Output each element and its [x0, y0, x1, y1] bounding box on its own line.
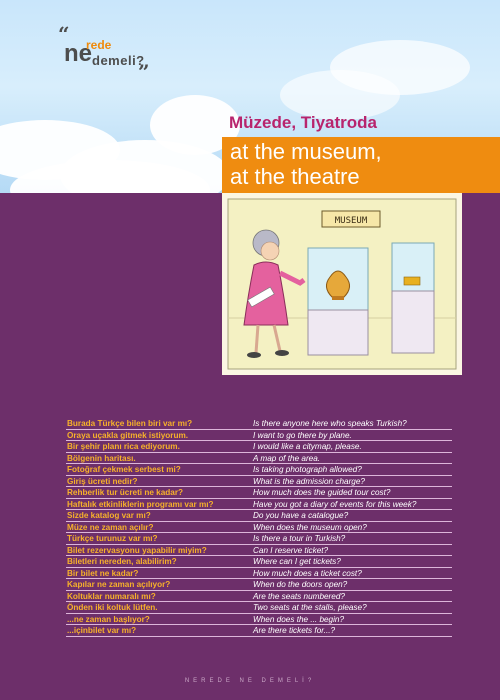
phrase-turkish: Rehberlik tur ücreti ne kadar?: [67, 488, 184, 497]
phrase-english: When do the doors open?: [253, 580, 348, 589]
phrase-row: [66, 614, 452, 626]
phrase-turkish: ...içinbilet var mı?: [67, 626, 137, 635]
phrase-row: [66, 453, 452, 465]
phrase-row: [66, 418, 452, 430]
phrase-row: [66, 430, 452, 442]
phrase-turkish: Bir şehir planı rica ediyorum.: [67, 442, 180, 451]
logo-close-quote: ”: [138, 60, 150, 84]
museum-drawing: [222, 193, 462, 375]
phrase-turkish: Bir bilet ne kadar?: [67, 568, 139, 578]
museum-sign: MUSEUM: [334, 216, 368, 226]
phrase-english: Where can I get tickets?: [253, 557, 341, 566]
title-turkish: Müzede, Tiyatroda: [229, 113, 377, 132]
phrase-turkish: ...ne zaman başlıyor?: [67, 614, 150, 624]
phrase-row: [66, 533, 452, 545]
phrase-english: When does the ... begin?: [253, 614, 345, 624]
phrase-english: When does the museum open?: [253, 522, 367, 532]
phrase-english: I want to go there by plane.: [253, 430, 352, 440]
phrase-row: [66, 464, 452, 476]
phrase-row: [66, 568, 452, 580]
phrase-english: I would like a citymap, please.: [253, 442, 362, 451]
phrase-row: [66, 499, 452, 511]
footer-text: NEREDE NE DEMELİ?: [184, 678, 316, 684]
phrase-english: Is there a tour in Turkish?: [253, 534, 346, 543]
phrase-row: [66, 510, 452, 522]
phrase-turkish: Fotoğraf çekmek serbest mi?: [67, 465, 181, 474]
phrase-english: Is taking photograph allowed?: [253, 465, 362, 474]
phrase-row: [66, 602, 452, 614]
phrase-english: How much does a ticket cost?: [253, 568, 362, 578]
phrase-english: Are there tickets for...?: [253, 626, 336, 635]
museum-illustration: [222, 193, 462, 375]
phrase-turkish: Türkçe turunuz var mı?: [67, 534, 158, 543]
phrase-row: [66, 579, 452, 591]
phrase-row: [66, 556, 452, 568]
phrase-turkish: Burada Türkçe bilen biri var mı?: [67, 419, 193, 428]
phrase-turkish: Kapılar ne zaman açılıyor?: [67, 580, 171, 589]
phrase-row: [66, 591, 452, 603]
nerede-demeli-logo: [58, 18, 178, 88]
phrase-turkish: Koltuklar numaralı mı?: [67, 591, 156, 601]
phrase-english: Is there anyone here who speaks Turkish?: [253, 419, 407, 428]
phrase-turkish: Sizde katalog var mı?: [67, 511, 151, 520]
phrase-row: [66, 625, 452, 637]
logo-demeli: demeli?: [92, 53, 145, 68]
phrase-english: What is the admission charge?: [253, 476, 365, 486]
title-english-line2: at the theatre: [230, 164, 360, 189]
title-english-box: [222, 137, 500, 193]
phrase-english: Do you have a catalogue?: [253, 511, 349, 520]
phrase-turkish: Bilet rezervasyonu yapabilir miyim?: [67, 545, 207, 555]
title-english: [230, 139, 382, 189]
title-english-line1: at the museum,: [230, 139, 382, 164]
phrase-row: [66, 545, 452, 557]
phrase-english: Have you got a diary of events for this week?: [253, 499, 417, 509]
phrase-turkish: Müze ne zaman açılır?: [67, 522, 154, 532]
phrase-turkish: Önden iki koltuk lütfen.: [67, 603, 158, 612]
phrase-turkish: Bölgenin haritası.: [67, 453, 136, 463]
phrase-row: [66, 441, 452, 453]
phrase-english: A map of the area.: [253, 453, 321, 463]
logo-ne: ne: [64, 40, 93, 67]
phrase-turkish: Giriş ücreti nedir?: [67, 476, 138, 486]
phrase-english: How much does the guided tour cost?: [253, 488, 391, 497]
phrase-turkish: Haftalık etkinliklerin programı var mı?: [67, 499, 214, 509]
phrase-turkish: Oraya uçakla gitmek istiyorum.: [67, 430, 189, 440]
phrase-english: Can I reserve ticket?: [253, 545, 329, 555]
phrase-row: [66, 476, 452, 488]
logo-open-quote: “: [58, 22, 70, 46]
logo-rede: rede: [86, 38, 112, 52]
phrase-english: Are the seats numbered?: [253, 591, 345, 601]
phrase-english: Two seats at the stalls, please?: [253, 603, 367, 612]
phrase-table: [66, 418, 452, 637]
phrase-turkish: Biletleri nereden, alabilirim?: [67, 557, 177, 566]
phrase-row: [66, 487, 452, 499]
phrase-row: [66, 522, 452, 534]
